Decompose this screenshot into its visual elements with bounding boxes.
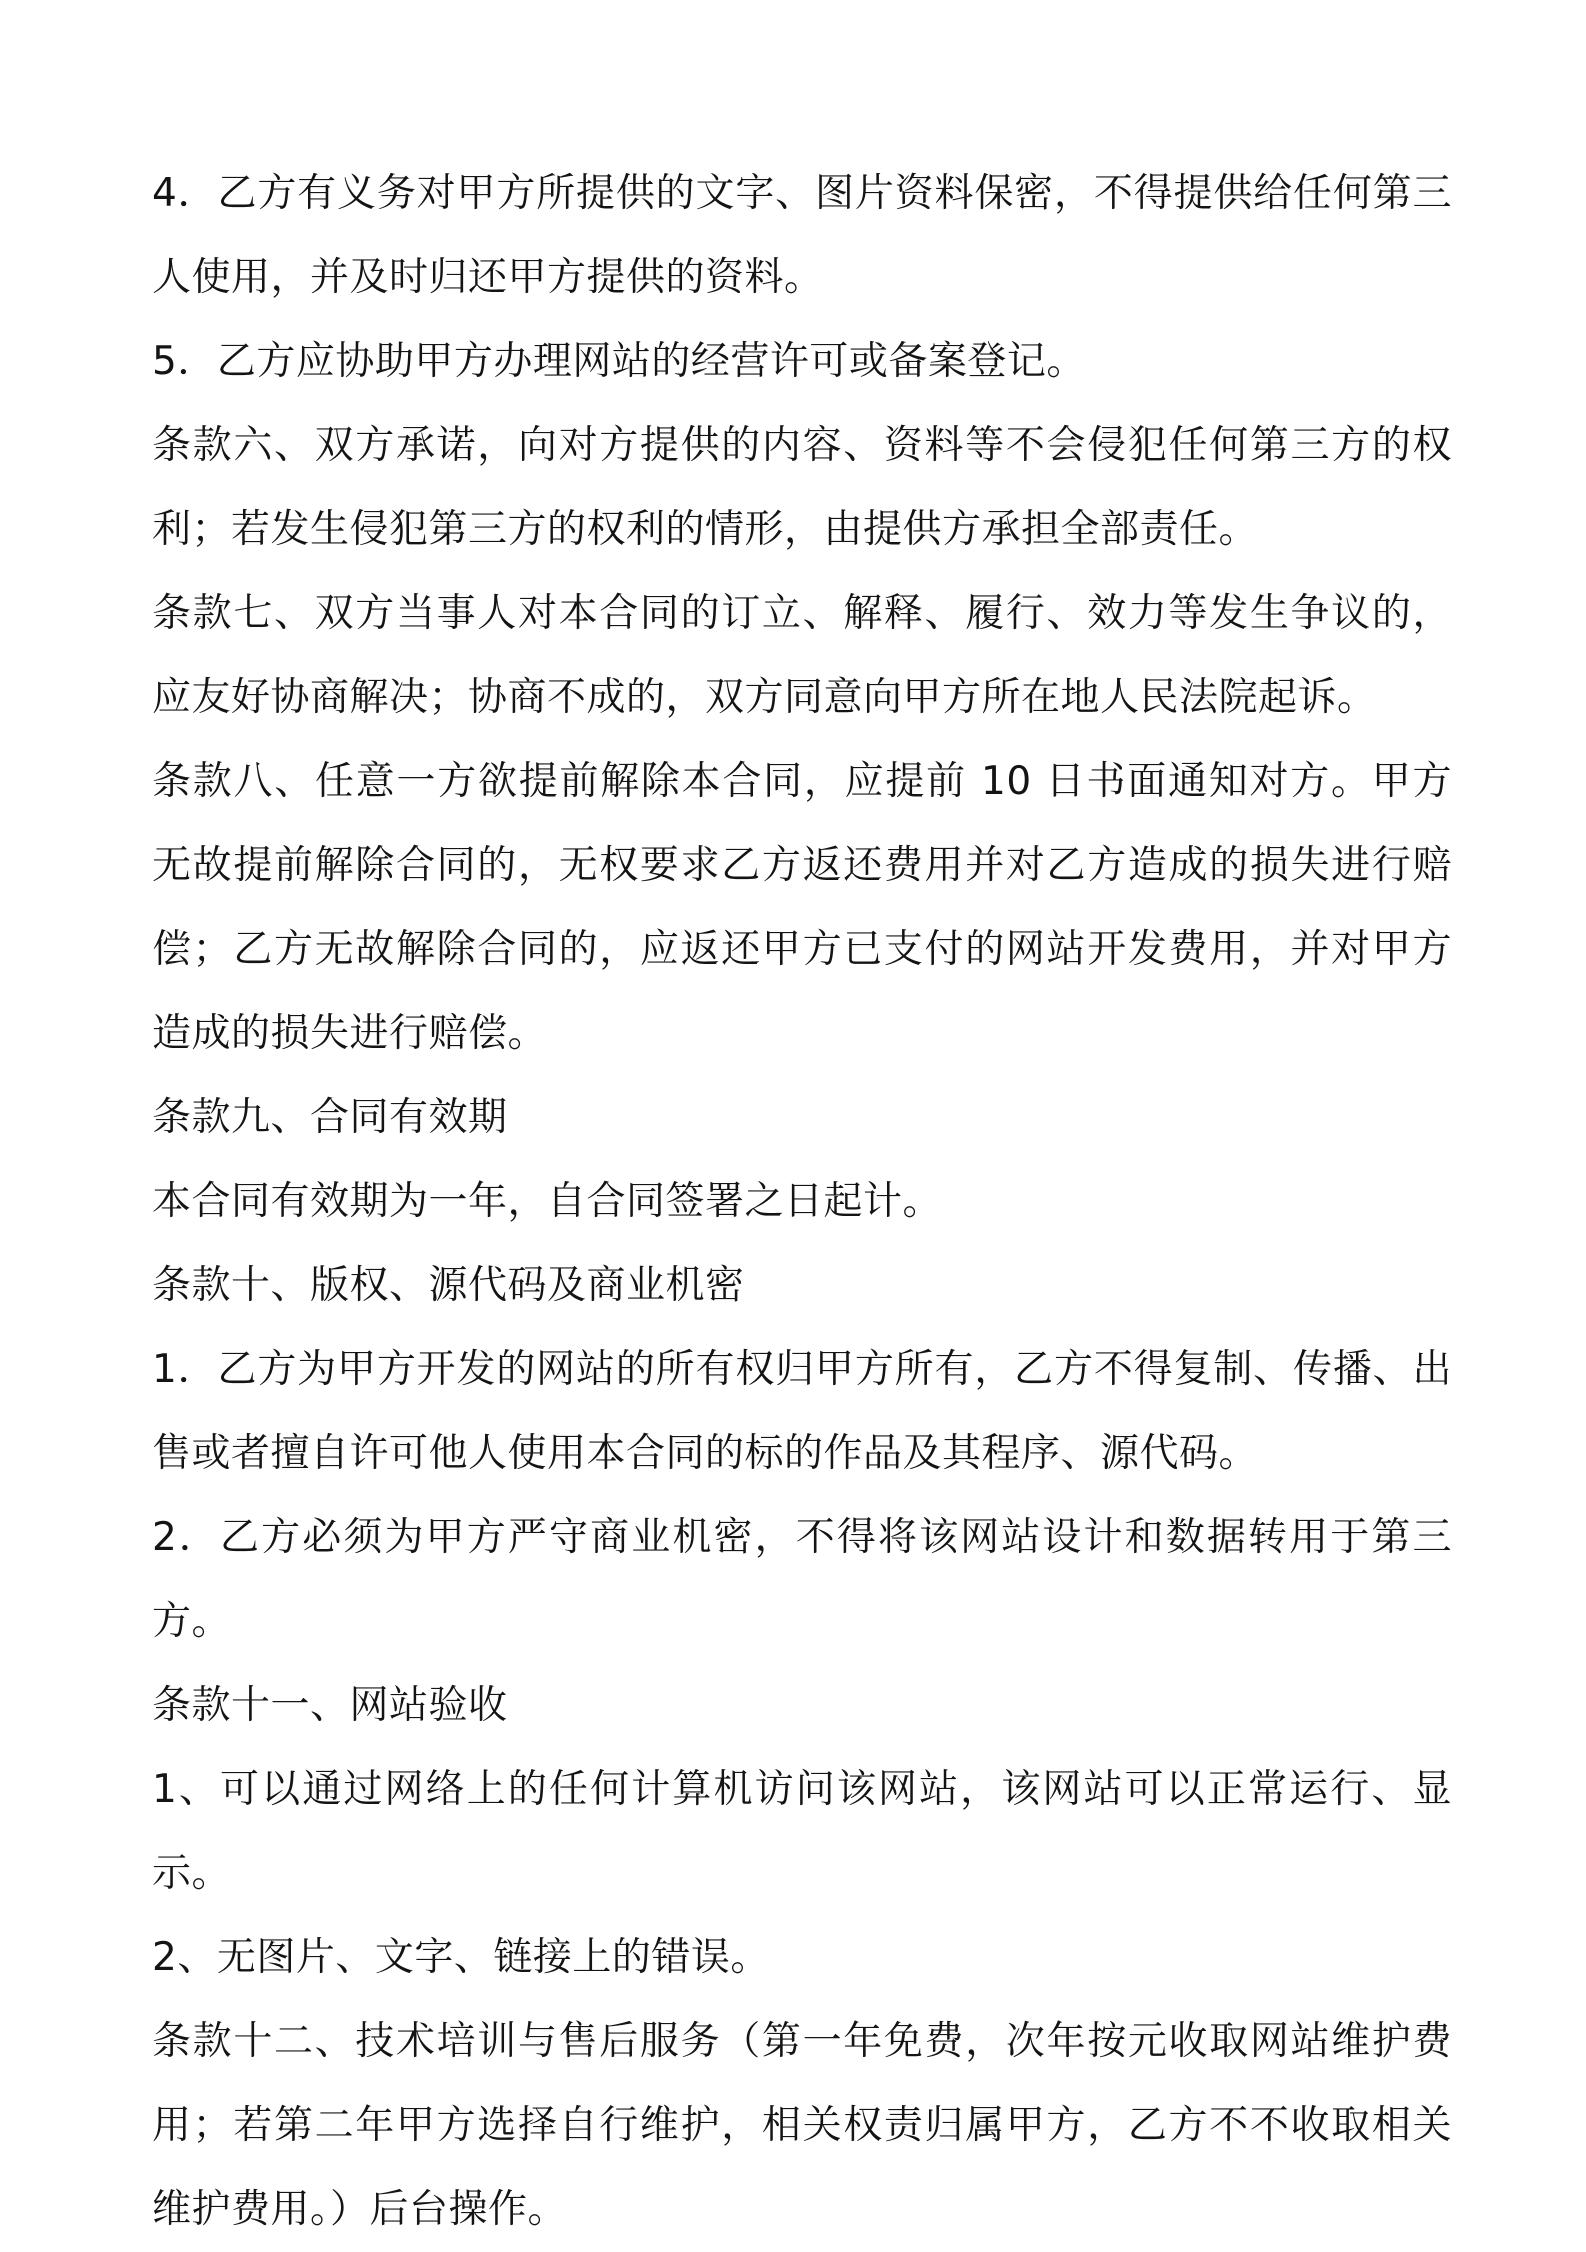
contract-body [152,152,1452,2252]
clause-paragraph: 4．乙方有义务对甲方所提供的文字、图片资料保密，不得提供给任何第三人使用，并及时归还甲方提供的资料。 [152,171,1452,300]
clause-paragraph: 1、可以通过网络上的任何计算机访问该网站，该网站可以正常运行、显示。 [152,1767,1452,1896]
clause-paragraph: 条款十二、技术培训与售后服务（第一年免费，次年按元收取网站维护费用；若第二年甲方选择自行维护，相关权责归属甲方，乙方不不收取相关维护费用。）后台操作。 [152,2019,1452,2232]
clause-paragraph: 1．乙方为甲方开发的网站的所有权归甲方所有，乙方不得复制、传播、出售或者擅自许可他人使用本合同的标的作品及其程序、源代码。 [152,1347,1452,1476]
clause-paragraph: 2．乙方必须为甲方严守商业机密，不得将该网站设计和数据转用于第三方。 [152,1515,1452,1644]
clause-paragraph: 条款八、任意一方欲提前解除本合同，应提前 10 日书面通知对方。甲方无故提前解除合同的，无权要求乙方返还费用并对乙方造成的损失进行赔偿；乙方无故解除合同的，应返还甲方已支付的网站开发费用，并对甲方造成的损失进行赔偿。 [152,759,1452,1056]
clause-paragraph: 5．乙方应协助甲方办理网站的经营许可或备案登记。 [152,339,1086,384]
clause-paragraph: 本合同有效期为一年，自合同签署之日起计。 [152,1179,943,1224]
clause-heading: 条款十、版权、源代码及商业机密 [152,1263,745,1308]
clause-paragraph: 2、无图片、文字、链接上的错误。 [152,1935,770,1980]
clause-paragraph: 条款七、双方当事人对本合同的订立、解释、履行、效力等发生争议的，应友好协商解决；协商不成的，双方同意向甲方所在地人民法院起诉。 [152,591,1452,720]
clause-heading: 条款十一、网站验收 [152,1683,508,1728]
clause-heading: 条款九、合同有效期 [152,1095,508,1140]
clause-paragraph: 条款六、双方承诺，向对方提供的内容、资料等不会侵犯任何第三方的权利；若发生侵犯第三方的权利的情形，由提供方承担全部责任。 [152,423,1452,552]
